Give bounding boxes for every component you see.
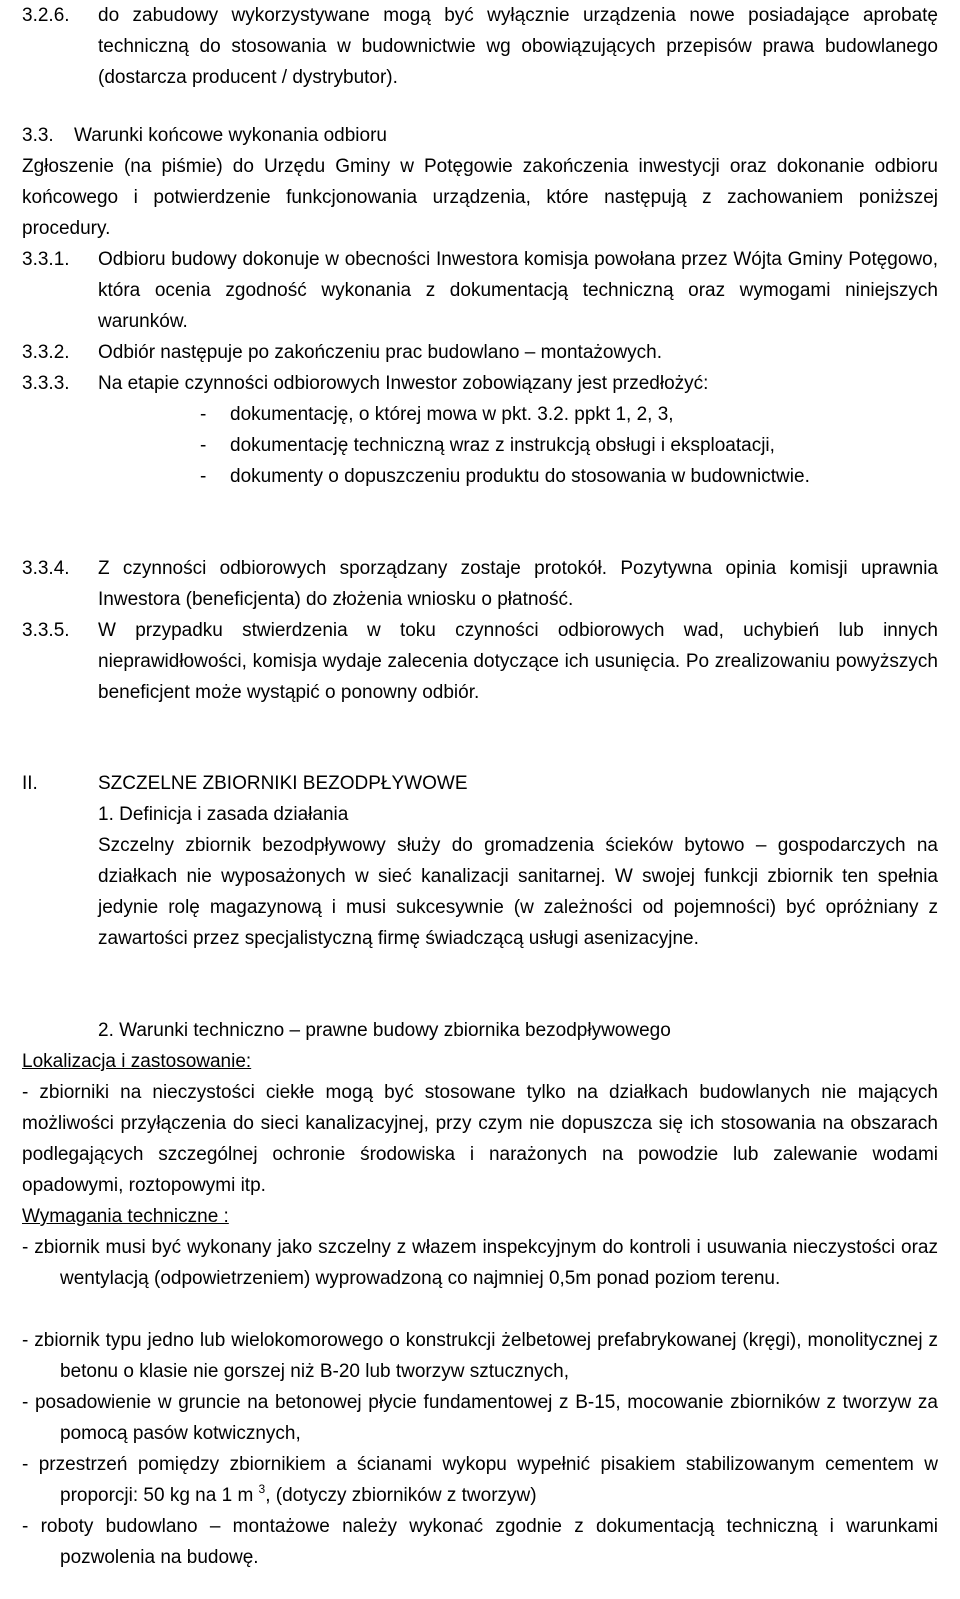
section-text: Na etapie czynności odbiorowych Inwestor zobowiązany jest przedłożyć: — [98, 373, 709, 394]
section-text: W przypadku stwierdzenia w toku czynności odbiorowych wad, uchybień lub innych nieprawidłowości, komisja wydaje zalecenia dotyczące ich usunięcia. Po zrealizowaniu powyższych beneficjent może wystąpić o ponowny odbiór. — [98, 620, 938, 703]
list-item-text: dokumenty o dopuszczeniu produktu do stosowania w budownictwie. — [230, 466, 810, 487]
section-3-2-6 — [22, 0, 938, 93]
section-number: 3.3.1. — [22, 249, 70, 270]
part-number: II. — [22, 773, 38, 794]
superscript: 3 — [258, 1482, 266, 1496]
section-number: 3.3. — [22, 125, 54, 146]
dash-bullet: - — [200, 466, 207, 487]
section-3-3-intro: Zgłoszenie (na piśmie) do Urzędu Gminy w Potęgowie zakończenia inwestycji oraz dokonanie odbioru końcowego i potwierdzenie funkcjonowania urządzenia, które następują z zachowaniem poniższej procedury. — [22, 156, 938, 239]
lokalizacja-heading: Lokalizacja i zastosowanie: — [22, 1051, 252, 1072]
section-number: 3.2.6. — [22, 5, 70, 26]
section-text: do zabudowy wykorzystywane mogą być wyłącznie urządzenia nowe posiadające aprobatę techniczną do stosowania w budownictwie wg obowiązujących przepisów prawa budowlanego (dostarcza producent / dystrybutor). — [98, 5, 938, 88]
section-3-3-2 — [22, 337, 938, 368]
subsection-2-title: 2. Warunki techniczno – prawne budowy zbiornika bezodpływowego — [98, 1020, 671, 1041]
requirement-item: - zbiornik typu jedno lub wielokomorowego o konstrukcji żelbetowej prefabrykowanej (kręgi), monolitycznej z betonu o klasie nie gorszej niż B-20 lub tworzyw sztucznych, — [22, 1330, 938, 1382]
section-title: Warunki końcowe wykonania odbioru — [74, 125, 387, 146]
section-text: Z czynności odbiorowych sporządzany zostaje protokół. Pozytywna opinia komisji uprawnia Inwestora (beneficjenta) do złożenia wniosku o płatność. — [98, 558, 938, 610]
section-number: 3.3.5. — [22, 620, 70, 641]
subsection-1-title: 1. Definicja i zasada działania — [98, 804, 349, 825]
part-title: SZCZELNE ZBIORNIKI BEZODPŁYWOWE — [98, 773, 468, 794]
section-text: Odbioru budowy dokonuje w obecności Inwestora komisja powołana przez Wójta Gminy Potęgowo, która ocenia zgodność wykonania z dokumentacją techniczną oraz wymogami niniejszych warunków. — [98, 249, 938, 332]
dash-bullet: - — [200, 435, 207, 456]
section-number: 3.3.3. — [22, 373, 70, 394]
requirement-item: - posadowienie w gruncie na betonowej płycie fundamentowej z B-15, mocowanie zbiorników z tworzyw za pomocą pasów kotwicznych, — [22, 1392, 938, 1444]
requirement-item: - roboty budowlano – montażowe należy wykonać zgodnie z dokumentacją techniczną i warunkami pozwolenia na budowę. — [22, 1516, 938, 1568]
section-3-3-3 — [22, 368, 938, 399]
subsection-1-text: Szczelny zbiornik bezodpływowy służy do gromadzenia ścieków bytowo – gospodarczych na działkach nie wyposażonych w sieć kanalizacji sanitarnej. W swojej funkcji zbiornik ten spełnia jedynie rolę magazynową i musi sukcesywnie (w zależności od pojemności) być opróżniany z zawartości przez specjalistyczną firmę świadczącą usługi asenizacyjne. — [98, 835, 938, 949]
requirement-item: - zbiornik musi być wykonany jako szczelny z włazem inspekcyjnym do kontroli i usuwania nieczystości oraz wentylacją (odpowietrzeniem) wyprowadzoną co najmniej 0,5m ponad poziom terenu. — [22, 1237, 938, 1289]
wymagania-heading: Wymagania techniczne : — [22, 1206, 229, 1227]
list-item — [200, 399, 938, 430]
lokalizacja-text: - zbiorniki na nieczystości ciekłe mogą być stosowane tylko na działkach budowlanych nie mających możliwości przyłączenia do sieci kanalizacyjnej, przy czym nie dopuszcza się ich stosowania na obszarach podlegających szczególnej ochronie środowiska i narażonych na powodzie lub zalewanie wodami opadowymi, roztopowymi itp. — [22, 1082, 938, 1196]
list-item — [200, 461, 938, 523]
section-number: 3.3.2. — [22, 342, 70, 363]
section-3-3-1 — [22, 244, 938, 337]
section-text: Odbiór następuje po zakończeniu prac budowlano – montażowych. — [98, 342, 663, 363]
section-3-3-4 — [22, 553, 938, 615]
list-item-text: dokumentację, o której mowa w pkt. 3.2. ppkt 1, 2, 3, — [230, 404, 674, 425]
section-3-3-5 — [22, 615, 938, 708]
requirement-item — [22, 1449, 938, 1511]
section-number: 3.3.4. — [22, 558, 70, 579]
dash-bullet: - — [200, 404, 207, 425]
section-3-3-heading — [22, 120, 938, 151]
list-item — [200, 430, 938, 461]
part-ii-heading — [22, 768, 938, 799]
requirement-text-tail: , (dotyczy zbiorników z tworzyw) — [265, 1485, 537, 1506]
list-item-text: dokumentację techniczną wraz z instrukcją obsługi i eksploatacji, — [230, 435, 775, 456]
requirement-text: - przestrzeń pomiędzy zbiornikiem a ścianami wykopu wypełnić pisakiem stabilizowanym cementem w proporcji: 50 kg na 1 m — [22, 1454, 938, 1506]
